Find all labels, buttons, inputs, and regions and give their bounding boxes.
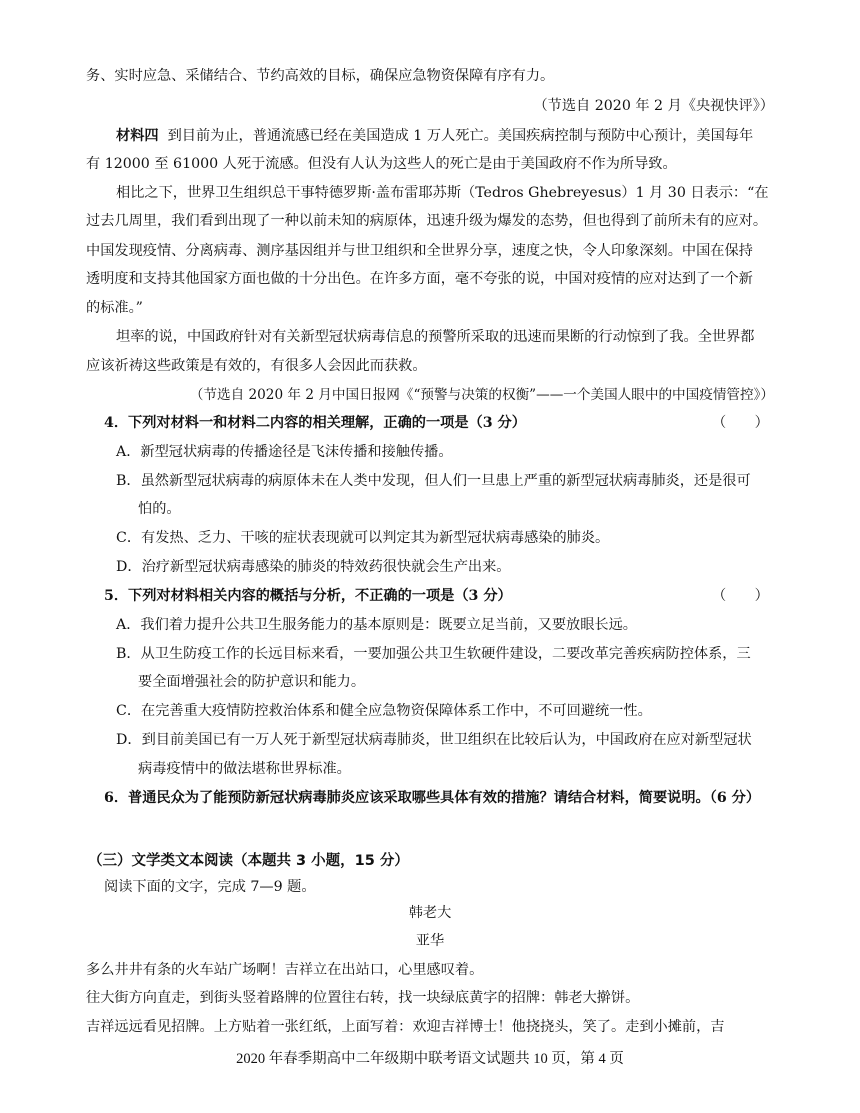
option-a: A．我们着力提升公共卫生服务能力的基本原则是：既要立足当前，又要放眼长远。 <box>116 617 637 633</box>
source-citation: （节选自 2020 年 2 月中国日报网《“预警与决策的权衡”——一个美国人眼中的中国疫情管控》） <box>189 387 774 403</box>
paragraph-line: 透明度和支持其他国家方面也做的十分出色。在许多方面，毫不夸张的说，中国对疫情的应对达到了一个新 <box>86 271 753 287</box>
option-d: D．到目前美国已有一万人死于新型冠状病毒肺炎，世卫组织在比较后认为，中国政府在应对新型冠状 <box>116 732 752 748</box>
paragraph-line: 过去几周里，我们看到出现了一种以前未知的病原体，迅速升级为爆发的态势，但也得到了前所未有的应对。 <box>86 213 768 229</box>
option-b: B．从卫生防疫工作的长远目标来看，一要加强公共卫生软硬件建设，二要改革完善疾病防控体系，三 <box>116 646 751 662</box>
section-heading: （三）文学类文本阅读（本题共 3 小题，15 分） <box>88 853 409 869</box>
option-b: B．虽然新型冠状病毒的病原体未在人类中发现，但人们一旦患上严重的新型冠状病毒肺炎，还是很可 <box>116 473 751 489</box>
material-label: 材料四 <box>116 128 159 144</box>
paragraph-line: 的标准。” <box>86 300 143 316</box>
paragraph-line: 相比之下，世界卫生组织总干事特德罗斯·盖布雷耶苏斯（Tedros Ghebreyesus）1 月 30 日表示：“在 <box>116 185 769 201</box>
option-b-continued: 要全面增强社会的防护意识和能力。 <box>138 674 366 690</box>
paragraph-line: 务、实时应急、采储结合、节约高效的目标，确保应急物资保障有序有力。 <box>86 68 555 84</box>
paragraph-line: 有 12000 至 61000 人死于流感。但没有人认为这些人的死亡是由于美国政府不作为所导致。 <box>86 156 677 172</box>
answer-blank: （ ） <box>712 415 769 431</box>
question-6-stem: 6．普通民众为了能预防新冠状病毒肺炎应该采取哪些具体有效的措施？请结合材料，简要说明。（6 分） <box>104 790 761 806</box>
option-d-continued: 病毒疫情中的做法堪称世界标准。 <box>138 761 351 777</box>
option-a: A．新型冠状病毒的传播途径是飞沫传播和接触传播。 <box>116 444 453 460</box>
source-citation: （节选自 2020 年 2 月《央视快评》） <box>533 98 774 114</box>
answer-blank: （ ） <box>712 588 769 604</box>
question-text: 5．下列对材料相关内容的概括与分析，不正确的一项是（3 分） <box>104 588 512 604</box>
instruction: 阅读下面的文字，完成 7—9 题。 <box>104 879 316 895</box>
question-text: 4．下列对材料一和材料二内容的相关理解，正确的一项是（3 分） <box>104 415 526 431</box>
question-5-stem <box>104 586 512 606</box>
paragraph-line <box>116 126 753 146</box>
option-c: C．有发热、乏力、干咳的症状表现就可以判定其为新型冠状病毒感染的肺炎。 <box>116 530 610 546</box>
story-author: 亚华 <box>415 933 445 949</box>
option-c: C．在完善重大疫情防控救治体系和健全应急物资保障体系工作中，不可回避统一性。 <box>116 703 652 719</box>
story-paragraph: 往大街方向直走，到街头竖着路牌的位置往右转，找一块绿底黄字的招牌：韩老大擀饼。 <box>86 990 640 1006</box>
option-d: D．治疗新型冠状病毒感染的肺炎的特效药很快就会生产出来。 <box>116 559 511 575</box>
question-4-stem <box>104 413 526 433</box>
option-b-continued: 怕的。 <box>138 501 181 517</box>
paragraph-line: 应该祈祷这些政策是有效的，有很多人会因此而获救。 <box>86 358 427 374</box>
paragraph-line: 中国发现疫情、分离病毒、测序基因组并与世卫组织和全世界分享，速度之快，令人印象深刻。中国在保持 <box>86 243 753 259</box>
story-paragraph: 吉祥远远看见招牌。上方贴着一张红纸，上面写着：欢迎吉祥博士！他挠挠头，笑了。走到小摊前，吉 <box>86 1019 725 1035</box>
story-title: 韩老大 <box>408 905 452 921</box>
page-footer: 2020 年春季期高中二年级期中联考语文试题共 10 页，第 4 页 <box>236 1051 624 1067</box>
paragraph-text: 到目前为止，普通流感已经在美国造成 1 万人死亡。美国疾病控制与预防中心预计，美国每年 <box>167 128 754 144</box>
paragraph-line: 坦率的说，中国政府针对有关新型冠状病毒信息的预警所采取的迅速而果断的行动惊到了我。全世界都 <box>116 329 755 345</box>
story-paragraph: 多么井井有条的火车站广场啊！吉祥立在出站口，心里感叹着。 <box>86 962 484 978</box>
